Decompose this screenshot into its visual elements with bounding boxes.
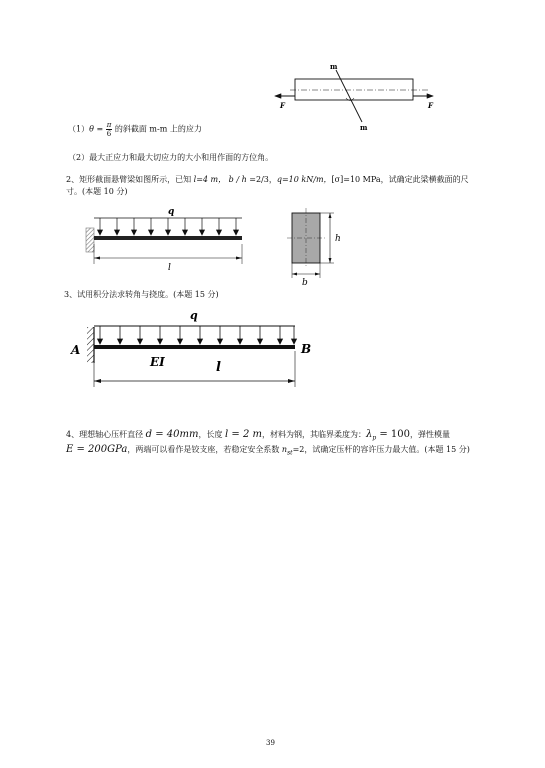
question-2-line-1: 2、矩形截面悬臂梁如图所示，已知 l=4 m， b / h =2/3，q=10 kN/m，[σ]=10 MPa，试确定此梁横截面的尺	[66, 175, 469, 184]
fig2-label-l: l	[168, 263, 171, 273]
figure-cantilever-EI	[70, 305, 330, 397]
question-3: 3、试用积分法求转角与挠度。(本题 15 分)	[64, 290, 219, 299]
question-1-part-2: （2）最大正应力和最大切应力的大小和用作面的方位角。	[68, 153, 274, 162]
question-2-line-2: 寸。(本题 10 分)	[66, 187, 128, 196]
fig3-label-B: B	[301, 342, 312, 356]
question-4-line-1: 4、理想轴心压杆直径 d = 40mm，长度 l = 2 m，材料为钢，其临界柔度为：$\lambda_p = 100$，弹性模量	[66, 429, 450, 442]
fig2b-label-b: b	[302, 278, 308, 286]
fig1-label-F-left: F	[280, 101, 285, 110]
figure-cantilever-beam	[80, 200, 250, 278]
fig3-label-A: A	[71, 343, 81, 357]
fig1-label-m-top: m	[330, 62, 338, 71]
fig3-label-EI: EI	[150, 355, 165, 369]
question-4-line-2: E = 200GPa，两端可以看作是铰支座，若稳定安全系数 $n_{st}=2$，试确定压杆的容许压力最大值。(本题 15 分)	[66, 444, 470, 457]
fig3-label-q: q	[190, 309, 198, 322]
page-number: 39	[266, 739, 275, 747]
fig1-label-F-right: F	[428, 101, 433, 110]
question-1-part-1: （1）θ = $\frac{\pi}{6}$ 的斜截面 m-m 上的应力	[68, 121, 202, 138]
figure-bar-inclined-section	[270, 60, 450, 135]
fig2-label-q: q	[168, 207, 175, 217]
fig1-label-m-bottom: m	[360, 123, 368, 132]
figure-rect-cross-section	[282, 206, 354, 286]
fraction-pi-over-6: $\frac{\pi}{6}$	[106, 121, 112, 138]
fig2b-label-h: h	[335, 234, 341, 244]
fig3-label-l: l	[216, 360, 221, 375]
